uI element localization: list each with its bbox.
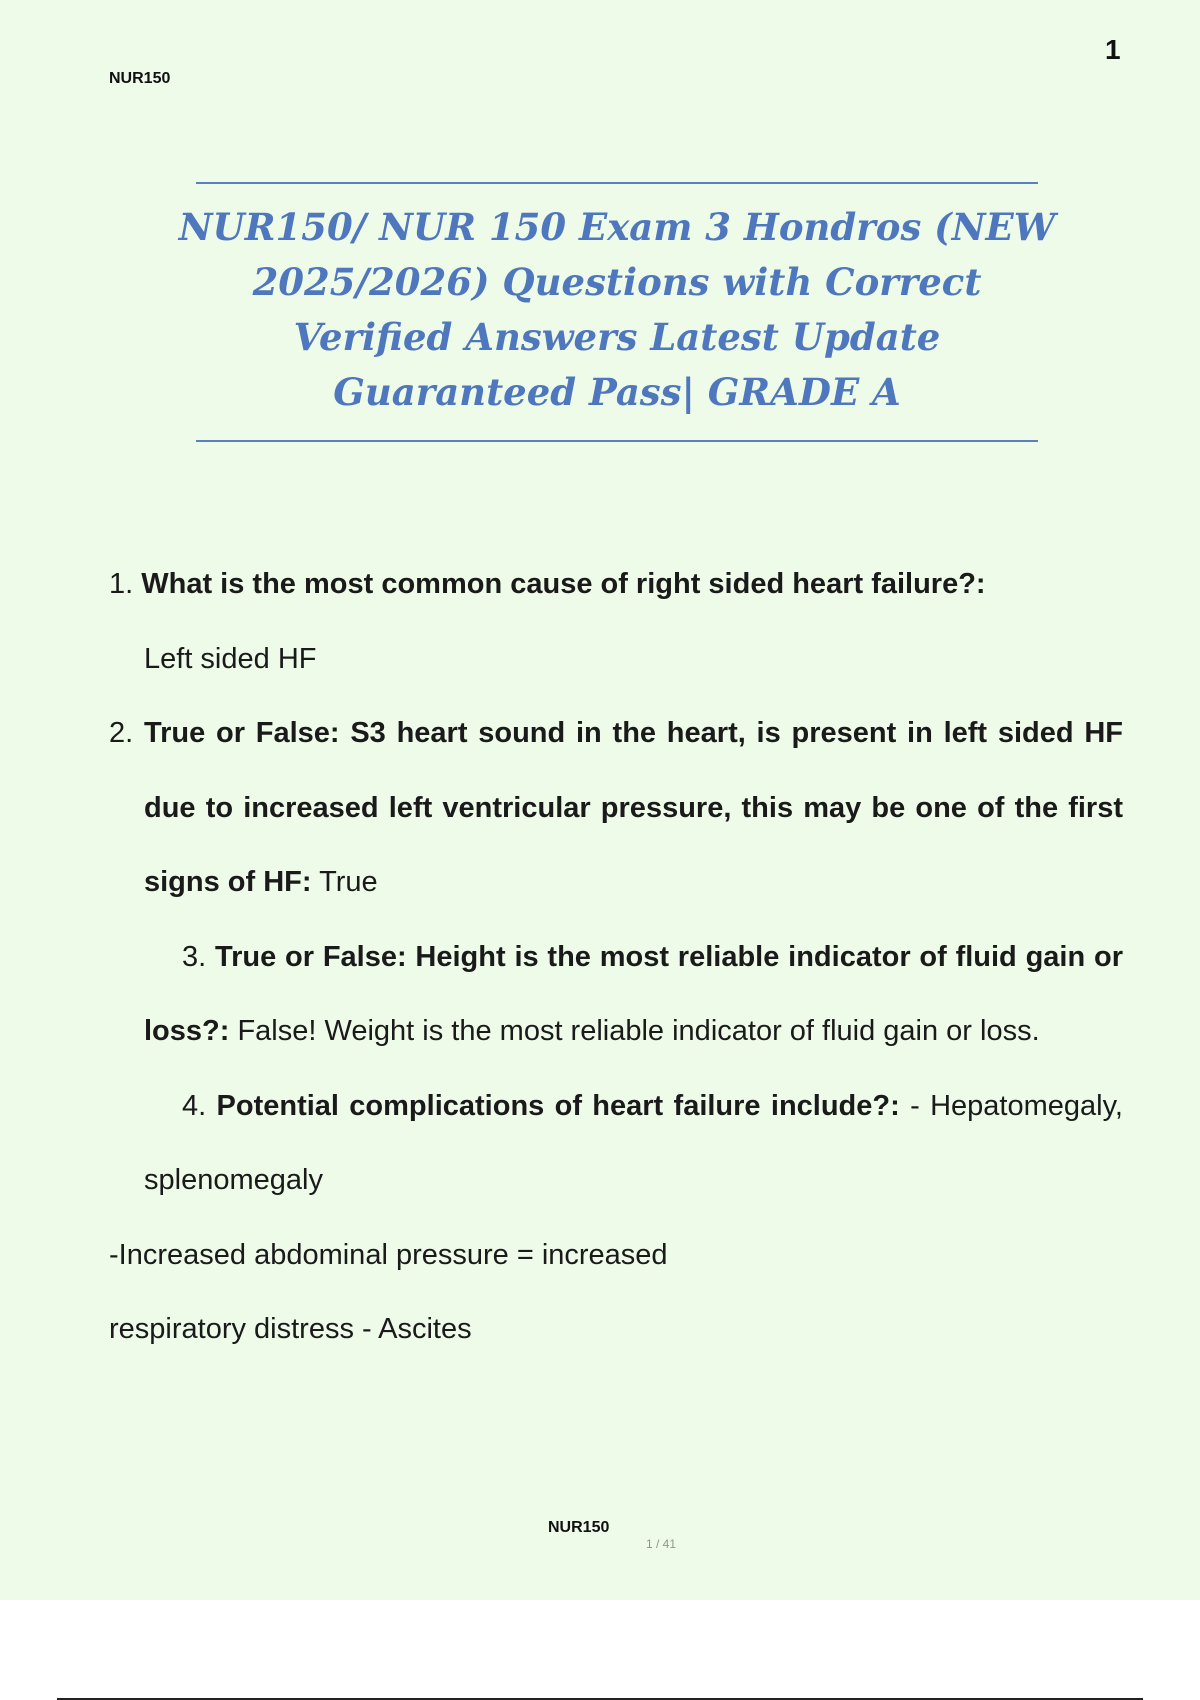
question-number: 4. [182, 1089, 207, 1122]
question-number: 3. [182, 940, 207, 973]
answer-text: True [319, 866, 378, 898]
question-text: What is the most common cause of right sided heart failure?: [141, 568, 986, 600]
title-line-4: Guaranteed Pass| GRADE A [333, 370, 901, 414]
page-number: 1 [1105, 34, 1121, 65]
question-list [109, 547, 1123, 1367]
answer-text: Left sided HF [144, 642, 317, 675]
page-counter: 1 / 41 [646, 1537, 677, 1551]
title-line-3: Verified Answers Latest Update [293, 315, 941, 359]
title-top-rule [196, 182, 1038, 184]
question-number: 2. [109, 717, 134, 749]
title-bottom-rule [196, 440, 1038, 442]
footer-course-code: NUR150 [548, 1519, 610, 1536]
question-item-3 [109, 920, 1123, 1069]
title-line-2: 2025/2026) Questions with Correct [252, 260, 982, 304]
document-title [175, 200, 1059, 420]
question-item-2 [109, 696, 1123, 920]
answer-text: False! Weight is the most reliable indicator of fluid gain or loss. [237, 1015, 1040, 1047]
answer-text: - Hepatomegaly, splenomegaly [144, 1089, 1123, 1196]
question-item-4 [109, 1069, 1123, 1218]
question-text: True or False: Height is the most reliable indicator of fluid gain or loss?: [144, 940, 1123, 1047]
question-number: 1. [109, 568, 134, 600]
continuation-line-1: -Increased abdominal pressure = increased [109, 1238, 668, 1271]
continuation-line-2: respiratory distress - Ascites [109, 1313, 472, 1345]
header-course-code: NUR150 [109, 70, 171, 87]
title-line-1: NUR150/ NUR 150 Exam 3 Hondros (NEW [178, 205, 1056, 249]
question-text: Potential complications of heart failure include?: [216, 1089, 900, 1122]
question-item-1 [109, 547, 1123, 696]
question-text: True or False: S3 heart sound in the heart, is present in left sided HF due to increased left ventricular pressure, this may be one of the first signs of HF: [143, 717, 1123, 898]
